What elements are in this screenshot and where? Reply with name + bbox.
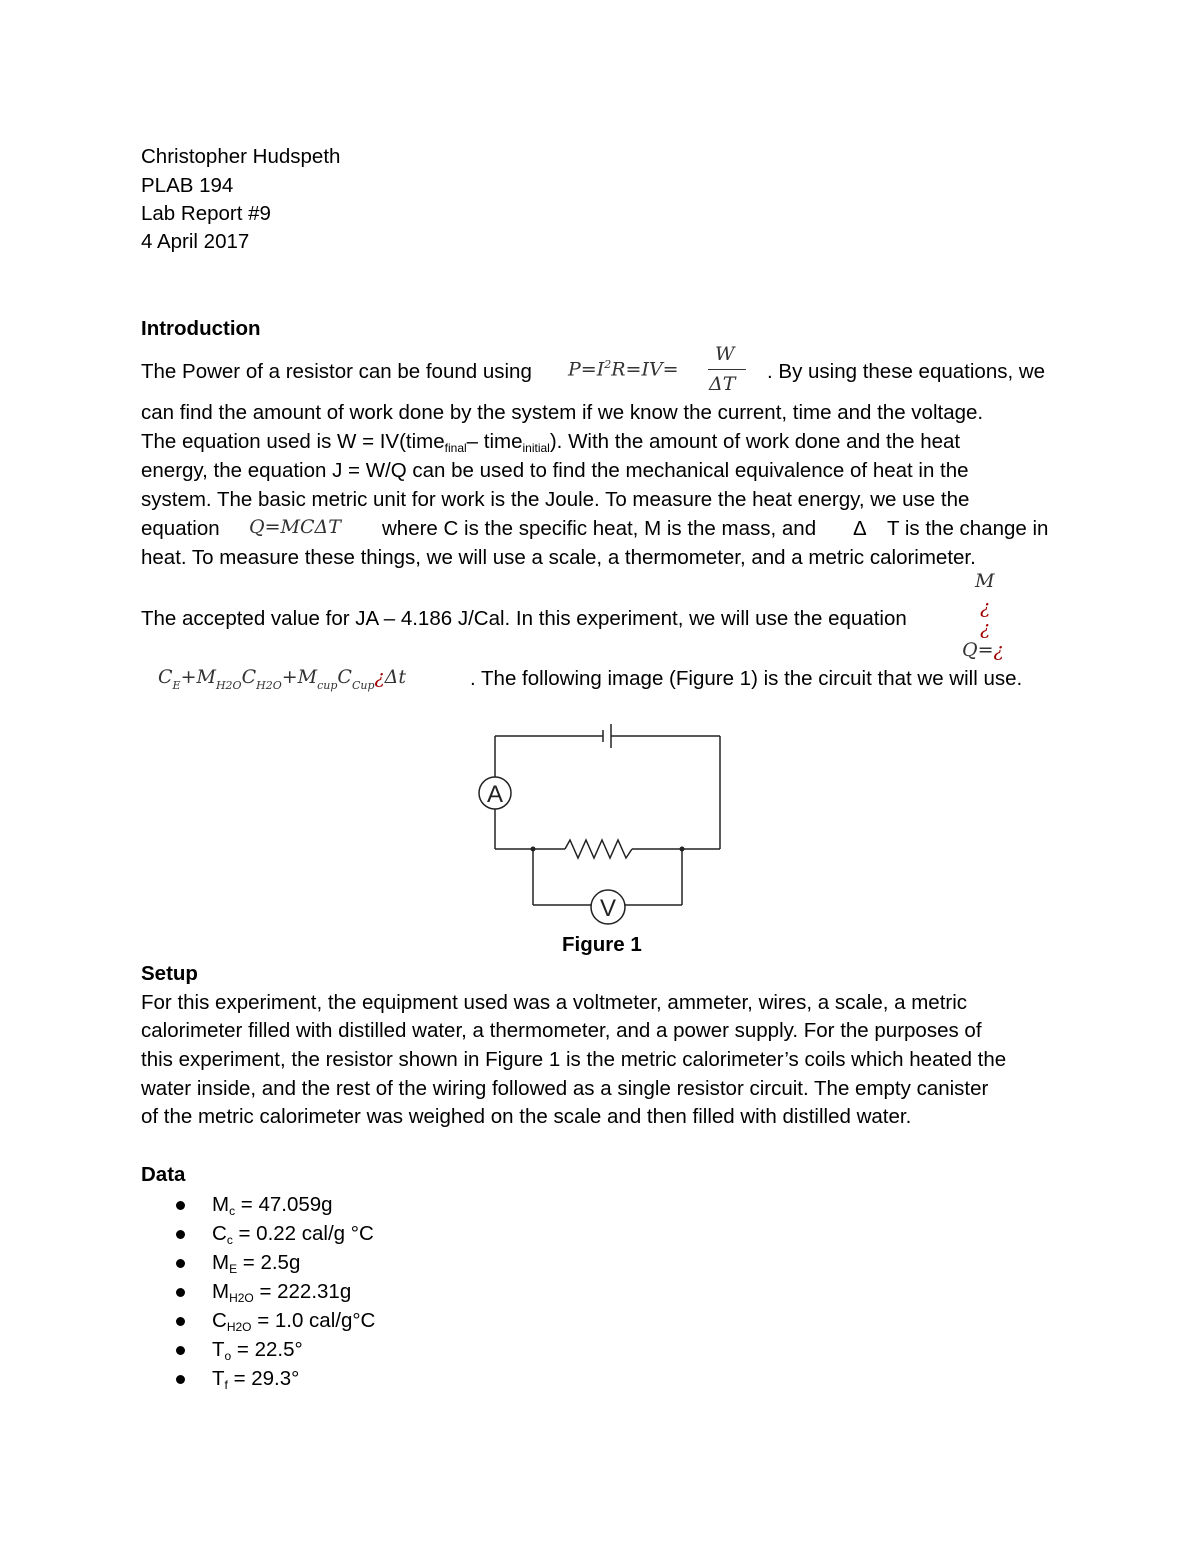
list-item: $T_f = 29.3^\circ$ (172, 1364, 375, 1393)
report-date: 4 April 2017 (141, 230, 250, 253)
heat-equation: Q=MCΔT (249, 516, 341, 538)
data-heading: Data (141, 1163, 186, 1186)
voltmeter-label: V (599, 895, 617, 922)
bullet-icon (176, 1288, 185, 1297)
list-item: $M_c = 47.059g$ (172, 1190, 375, 1219)
bullet-icon (176, 1259, 185, 1268)
list-item: $M_E = 2.5g$ (172, 1248, 375, 1277)
eq3-placeholder-1: ¿ (980, 596, 991, 618)
figure-caption: Figure 1 (562, 933, 642, 956)
intro-line-8: The accepted value for JA – 4.186 J/Cal. In this experiment, we will use the equation (141, 607, 907, 630)
delta-symbol: Δ (853, 517, 867, 540)
list-item: $T_o = 22.5^\circ$ (172, 1335, 375, 1364)
circuit-diagram (470, 722, 730, 927)
power-equation-numerator: W (715, 343, 735, 365)
intro-line-9: . The following image (Figure 1) is the circuit that we will use. (470, 667, 1023, 690)
calorimetry-equation: $C_E+M_{H2O}C_{H2O}+M_{cup}C_{Cup}¿\Delta t$ (158, 666, 407, 692)
eq3-q: Q=¿ (962, 639, 1004, 661)
bullet-icon (176, 1375, 185, 1384)
author-name: Christopher Hudspeth (141, 145, 341, 168)
intro-line-5: system. The basic metric unit for work is the Joule. To measure the heat energy, we use the (141, 488, 970, 511)
list-item: $C_c = 0.22$ cal/g °C (172, 1219, 375, 1248)
intro-line-6a: equation (141, 517, 220, 540)
intro-line-6c: T is the change in (887, 517, 1049, 540)
setup-line-5: of the metric calorimeter was weighed on the scale and then filled with distilled water. (141, 1105, 912, 1128)
bullet-icon (176, 1201, 185, 1210)
intro-line-6b: where C is the specific heat, M is the mass, and (382, 517, 817, 540)
setup-line-1: For this experiment, the equipment used was a voltmeter, ammeter, wires, a scale, a metric (141, 991, 968, 1014)
power-equation-denominator: ΔT (709, 373, 736, 395)
ammeter-label: A (486, 781, 504, 808)
intro-line-4: energy, the equation J = W/Q can be used to find the mechanical equivalence of heat in the (141, 459, 969, 482)
power-equation: $P=I^2R=IV=$ (568, 358, 679, 381)
intro-line-3: The equation used is W = IV(time$_{final}$– time$_{initial}$). With the amount of work done and the heat (141, 430, 961, 455)
fraction-bar (708, 369, 746, 370)
data-list (172, 1190, 375, 1393)
setup-line-2: calorimeter filled with distilled water, a thermometer, and a power supply. For the purposes of (141, 1019, 982, 1042)
junction-left (531, 847, 536, 852)
list-item: $M_{H2O} = 222.31g$ (172, 1277, 375, 1306)
setup-heading: Setup (141, 962, 198, 985)
bullet-icon (176, 1230, 185, 1239)
bullet-icon (176, 1317, 185, 1326)
intro-line-1b: . By using these equations, we (767, 360, 1046, 383)
bullet-icon (176, 1346, 185, 1355)
junction-right (680, 847, 685, 852)
eq3-m: M (975, 570, 995, 592)
report-title: Lab Report #9 (141, 202, 271, 225)
setup-line-4: water inside, and the rest of the wiring followed as a single resistor circuit. The empty canister (141, 1077, 989, 1100)
setup-line-3: this experiment, the resistor shown in Figure 1 is the metric calorimeter’s coils which heated the (141, 1048, 1007, 1071)
intro-line-1a: The Power of a resistor can be found using (141, 360, 532, 383)
introduction-heading: Introduction (141, 317, 261, 340)
eq3-placeholder-2: ¿ (980, 617, 991, 639)
intro-line-2: can find the amount of work done by the system if we know the current, time and the voltage. (141, 401, 984, 424)
list-item: $C_{H2O} = 1.0$ cal/g°C (172, 1306, 375, 1335)
course-code: PLAB 194 (141, 174, 234, 197)
intro-line-7: heat. To measure these things, we will use a scale, a thermometer, and a metric calorimeter. (141, 546, 976, 569)
resistor-zigzag (565, 840, 632, 858)
